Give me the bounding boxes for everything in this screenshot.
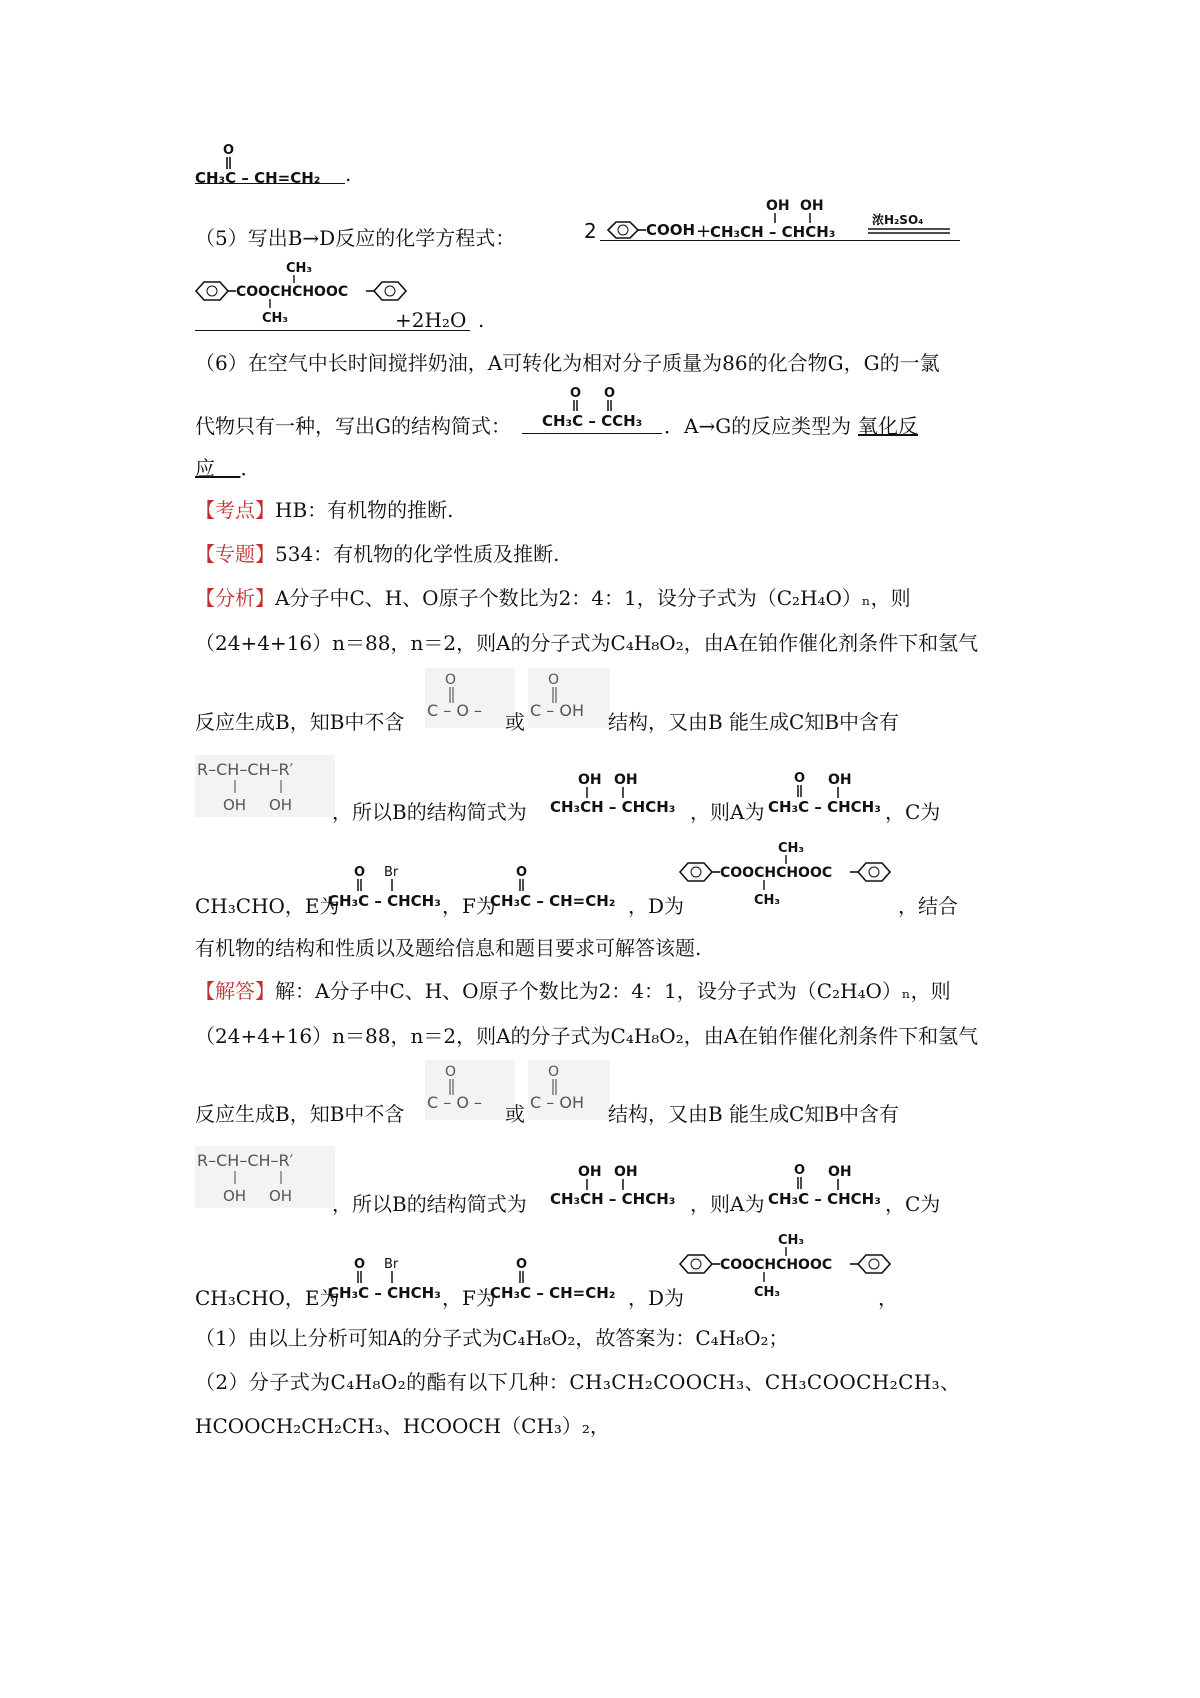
answer-reaction-type: 氧化反 <box>858 414 918 438</box>
jieda-line2: （24+4+16）n＝88，n＝2，则A的分子式为C₄H₈O₂，由A在铂作催化剂条件下和氢气 <box>195 1024 979 1048</box>
acid-group-structure <box>528 1060 610 1124</box>
svg-text:O: O <box>548 672 560 688</box>
svg-text:O: O <box>516 865 528 880</box>
svg-text:CH₃: CH₃ <box>754 893 781 908</box>
benzene-ring-icon <box>858 1255 890 1273</box>
svg-text:CH₃: CH₃ <box>286 261 313 276</box>
svg-text:C – OH: C – OH <box>530 1093 584 1112</box>
svg-text:CH₃C – CCH₃: CH₃C – CCH₃ <box>542 412 643 430</box>
svg-text:COOCHCHOOC: COOCHCHOOC <box>720 1257 833 1273</box>
svg-text:COOCHCHOOC: COOCHCHOOC <box>236 284 349 300</box>
coefficient: 2 <box>584 219 597 243</box>
svg-text:R–CH–CH–R′: R–CH–CH–R′ <box>197 1151 294 1170</box>
answer-1: （1）由以上分析可知A的分子式为C₄H₈O₂，故答案为：C₄H₈O₂； <box>195 1326 789 1350</box>
acid-group: COOH <box>646 221 696 239</box>
diol-general-structure <box>195 755 335 821</box>
svg-text:O: O <box>445 672 457 688</box>
benzene-ring-icon <box>196 282 228 300</box>
svg-text:Br: Br <box>384 865 399 880</box>
answer-underline <box>522 433 662 434</box>
benzene-ring-icon <box>374 282 406 300</box>
formula-g <box>540 384 670 438</box>
svg-text:C – O –: C – O – <box>427 701 483 720</box>
formula-f-top <box>195 140 365 194</box>
oxygen-label: O <box>223 143 235 158</box>
svg-text:O: O <box>794 771 806 786</box>
svg-text:CH₃: CH₃ <box>262 311 289 326</box>
q5-text: （5）写出B→D反应的化学方程式： <box>195 226 516 250</box>
formula-d <box>674 1226 894 1306</box>
svg-text:OH: OH <box>800 198 824 214</box>
formula-b <box>550 768 690 822</box>
svg-text:O: O <box>354 865 366 880</box>
fenxi-line6: 有机物的结构和性质以及题给信息和题目要求可解答该题. <box>195 936 702 960</box>
svg-text:OH: OH <box>269 796 293 814</box>
kaodian: 【考点】HB：有机物的推断. <box>195 498 454 522</box>
diol-general-structure <box>195 1146 335 1212</box>
svg-text:CH₃CH – CHCH₃: CH₃CH – CHCH₃ <box>550 1190 676 1208</box>
svg-text:CH₃C – CH=CH₂: CH₃C – CH=CH₂ <box>490 1284 616 1302</box>
svg-text:O: O <box>354 1257 366 1272</box>
svg-text:OH: OH <box>269 1187 293 1205</box>
fenxi-line3: 反应生成B，知B中不含 <box>195 710 405 734</box>
svg-text:OH: OH <box>828 1164 852 1180</box>
q6-line2: 代物只有一种，写出G的结构简式： <box>195 414 511 438</box>
formula-a <box>768 1160 888 1214</box>
svg-text:Br: Br <box>384 1257 399 1272</box>
answer-2: （2）分子式为C₄H₈O₂的酯有以下几种：CH₃CH₂COOCH₃、CH₃COOCH₂CH₃、 <box>195 1370 961 1394</box>
formula-f <box>490 1252 630 1310</box>
benzene-ring-icon <box>858 863 890 881</box>
svg-text:CH₃C – CHCH₃: CH₃C – CHCH₃ <box>328 1284 441 1302</box>
jieda-line3: 反应生成B，知B中不含 <box>195 1102 405 1126</box>
jieda-line5: CH₃CHO，E为 <box>195 1286 340 1310</box>
svg-text:CH₃: CH₃ <box>778 841 805 856</box>
svg-text:O: O <box>794 1163 806 1178</box>
diester-product <box>190 256 420 332</box>
zhuanti: 【专题】534：有机物的化学性质及推断. <box>195 542 560 566</box>
svg-text:O: O <box>445 1064 457 1080</box>
svg-text:OH: OH <box>223 1187 247 1205</box>
answer-underline <box>195 183 345 184</box>
fenxi-line2: （24+4+16）n＝88，n＝2，则A的分子式为C₄H₈O₂，由A在铂作催化剂条件下和氢气 <box>195 631 979 655</box>
benzene-ring-icon <box>680 1255 712 1273</box>
formula-e <box>328 860 448 918</box>
fenxi-line1: 【分析】A分子中C、H、O原子个数比为2：4：1，设分子式为（C₂H₄O）ₙ，则 <box>195 586 911 610</box>
jieda-line1: 【解答】解：A分子中C、H、O原子个数比为2：4：1，设分子式为（C₂H₄O）ₙ，则 <box>195 979 951 1003</box>
svg-text:O: O <box>570 386 582 401</box>
formula-a <box>768 768 888 822</box>
q5-question <box>195 222 515 251</box>
svg-text:O: O <box>604 386 616 401</box>
formula-b <box>550 1160 690 1214</box>
fenxi-line5: CH₃CHO，E为 <box>195 894 340 918</box>
svg-text:OH: OH <box>766 198 790 214</box>
svg-text:CH₃: CH₃ <box>778 1233 805 1248</box>
svg-text:CH₃CH – CHCH₃: CH₃CH – CHCH₃ <box>550 798 676 816</box>
svg-text:C – OH: C – OH <box>530 701 584 720</box>
svg-text:OH: OH <box>828 772 852 788</box>
svg-text:CH₃: CH₃ <box>754 1285 781 1300</box>
svg-text:OH: OH <box>578 772 602 788</box>
svg-text:OH: OH <box>614 1164 638 1180</box>
reaction-condition: 浓H₂SO₄ <box>872 213 924 227</box>
svg-text:C – O –: C – O – <box>427 1093 483 1112</box>
svg-text:O: O <box>516 1257 528 1272</box>
q6-line1: （6）在空气中长时间搅拌奶油，A可转化为相对分子质量为86的化合物G，G的一氯 <box>195 351 940 375</box>
svg-text:R–CH–CH–R′: R–CH–CH–R′ <box>197 760 294 779</box>
ester-group-structure <box>425 668 515 732</box>
svg-text:CH₃C – CHCH₃: CH₃C – CHCH₃ <box>768 1190 881 1208</box>
ester-group-structure <box>425 1060 515 1124</box>
benzene-ring-icon <box>680 863 712 881</box>
answer-reaction-type-cont: 应 <box>195 456 215 480</box>
answer-underline <box>600 240 960 241</box>
formula-f <box>490 860 630 918</box>
period: . <box>345 162 352 186</box>
benzene-ring-icon <box>608 222 638 238</box>
svg-text:OH: OH <box>223 796 247 814</box>
svg-text:OH: OH <box>578 1164 602 1180</box>
svg-text:COOCHCHOOC: COOCHCHOOC <box>720 865 833 881</box>
formula-text: CH₃C – CH=CH₂ <box>195 169 321 187</box>
answer-2-cont: HCOOCH₂CH₂CH₃、HCOOCH（CH₃）₂， <box>195 1414 610 1438</box>
q5-equation-left <box>578 192 958 252</box>
svg-text:OH: OH <box>614 772 638 788</box>
formula-e <box>328 1252 448 1310</box>
formula-d <box>674 834 894 914</box>
svg-text:CH₃C – CHCH₃: CH₃C – CHCH₃ <box>328 892 441 910</box>
svg-text:+: + <box>696 221 712 242</box>
acid-group-structure <box>528 668 610 732</box>
svg-text:CH₃C – CHCH₃: CH₃C – CHCH₃ <box>768 798 881 816</box>
diol-formula: CH₃CH – CHCH₃ <box>710 223 836 241</box>
svg-text:O: O <box>548 1064 560 1080</box>
svg-text:CH₃C – CH=CH₂: CH₃C – CH=CH₂ <box>490 892 616 910</box>
water-product: +2H₂O <box>395 308 467 332</box>
